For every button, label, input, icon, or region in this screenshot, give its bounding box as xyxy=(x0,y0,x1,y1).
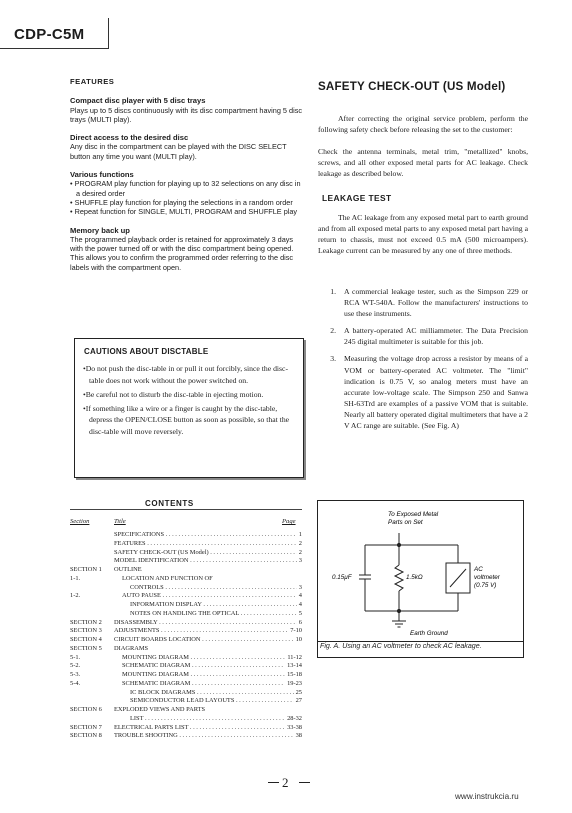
contents-row-page: 1 xyxy=(298,531,302,538)
contents-row-title: MOUNTING DIAGRAM . . . xyxy=(122,654,285,663)
label-meter-value: (0.75 V) xyxy=(474,582,497,589)
contents-row xyxy=(70,636,302,645)
contents-row-page: 15-18 xyxy=(287,671,302,678)
meter-needle xyxy=(450,569,466,587)
method-number: 1. xyxy=(330,287,336,296)
page-number: 2 xyxy=(282,775,289,790)
contents-row-section: SECTION 4 xyxy=(70,636,102,643)
contents-row-section xyxy=(70,584,130,593)
contents-row-page: 25 xyxy=(295,688,302,696)
contents-row-page: 10 xyxy=(295,636,302,643)
model-name: CDP-C5M xyxy=(14,26,85,43)
contents-row xyxy=(70,689,302,698)
method-item xyxy=(318,353,528,431)
contents-row-page xyxy=(300,706,302,715)
contents-row-section: SECTION 5 xyxy=(70,644,102,652)
contents-table xyxy=(70,531,302,741)
leakage-circuit-diagram xyxy=(318,501,523,641)
features-title: FEATURES xyxy=(70,77,115,86)
contents-rule xyxy=(70,509,302,510)
contents-row-section: 1-2. xyxy=(70,592,81,600)
contents-row-title: SEMICONDUCTOR LEAD LAYOUTS . . . xyxy=(130,697,294,706)
label-exposed-metal: To Exposed Metal xyxy=(388,511,439,518)
method-number: 3. xyxy=(330,354,336,364)
contents-row xyxy=(70,724,302,733)
method-text: A battery-operated AC milliammeter. The Data Precision 245 digital multimeter is suitable for this job. xyxy=(344,326,528,347)
contents-row xyxy=(70,575,302,584)
contents-row-page xyxy=(300,645,302,654)
contents-row-title: OUTLINE xyxy=(114,566,142,573)
contents-row-title: INFORMATION DISPLAY . . . xyxy=(130,601,297,610)
contents-row xyxy=(70,645,302,654)
contents-row-page: 7-10 xyxy=(290,627,302,635)
safety-title: SAFETY CHECK-OUT (US Model) xyxy=(318,80,506,93)
contents-row-page: 38 xyxy=(295,732,302,740)
contents-row-page xyxy=(300,566,302,575)
contents-row-section xyxy=(70,610,130,619)
contents-row-title: SCHEMATIC DIAGRAM . . . xyxy=(122,680,285,689)
contents-col-page: Page xyxy=(282,518,296,525)
contents-row-title: SCHEMATIC DIAGRAM . . . xyxy=(122,662,285,671)
contents-row-title: ADJUSTMENTS . . . xyxy=(114,627,288,636)
contents-row-page xyxy=(300,575,302,584)
contents-row-section: 5-2. xyxy=(70,662,81,670)
contents-row xyxy=(70,531,302,540)
contents-row xyxy=(70,619,302,628)
contents-row xyxy=(70,732,302,741)
contents-row-section: SECTION 1 xyxy=(70,566,102,573)
contents-row xyxy=(70,662,302,671)
contents-row-section: SECTION 3 xyxy=(70,627,102,635)
contents-row-title: SAFETY CHECK-OUT (US Model) . . . xyxy=(114,549,297,558)
contents-row xyxy=(70,715,302,724)
contents-row-section: SECTION 7 xyxy=(70,723,102,731)
contents-col-title: Title xyxy=(114,518,126,525)
contents-row xyxy=(70,566,302,575)
contents-row-section xyxy=(70,715,130,724)
contents-row-section xyxy=(70,549,114,558)
contents-row-title: FEATURES . . . xyxy=(114,540,297,549)
contents-row-title: ELECTRICAL PARTS LIST . . . xyxy=(114,724,285,733)
contents-row-page: 13-14 xyxy=(287,662,302,670)
contents-row-page: 3 xyxy=(298,583,302,591)
header-divider xyxy=(108,18,109,49)
feature-text: Any disc in the compartment can be played with the DISC SELECT button any time you want (MULTI play). xyxy=(70,142,287,161)
caution-item: •If something like a wire or a finger is caught by the disc-table, depress the OPEN/CLOSE button as soon as possible, so that the disc-table will move reversely. xyxy=(83,404,290,436)
contents-row xyxy=(70,680,302,689)
contents-row-section: 5-1. xyxy=(70,653,81,661)
contents-row-page: 33-38 xyxy=(287,723,302,731)
figure-a xyxy=(317,500,524,658)
contents-row xyxy=(70,671,302,680)
contents-row-title: MOUNTING DIAGRAM . . . xyxy=(122,671,285,680)
label-capacitor: 0.15μF xyxy=(332,574,352,581)
feature-text: The programmed playback order is retained for approximately 3 days with the power turned off or with the disc compartment being opened. This allows you to confirm the programmed order referring to the disc labels with the compartment open. xyxy=(70,234,294,272)
contents-row-title: TROUBLE SHOOTING . . . xyxy=(114,732,294,741)
safety-intro: After correcting the original service problem, perform the following safety check before releasing the set to the customer: xyxy=(318,114,528,135)
methods-list xyxy=(318,286,528,437)
contents-row-page: 5 xyxy=(298,609,302,617)
contents-row-section xyxy=(70,540,114,549)
contents-row xyxy=(70,627,302,636)
contents-row-title: AUTO PAUSE . . . xyxy=(122,592,297,601)
feature-heading: Compact disc player with 5 disc trays xyxy=(70,96,206,106)
contents-row xyxy=(70,601,302,610)
label-resistor: 1.5kΩ xyxy=(406,574,423,581)
contents-row xyxy=(70,540,302,549)
contents-row xyxy=(70,610,302,619)
cautions-title: CAUTIONS ABOUT DISCTABLE xyxy=(84,347,209,356)
leakage-title: LEAKAGE TEST xyxy=(322,193,392,203)
contents-row-title: CIRCUIT BOARDS LOCATION . . . xyxy=(114,636,294,645)
label-earth-ground: Earth Ground xyxy=(410,630,448,637)
page-number-dash xyxy=(268,782,279,783)
contents-row-section: 5-3. xyxy=(70,671,81,678)
contents-row-title: CONTROLS . . . xyxy=(130,584,297,593)
feature-bullet: • Repeat function for SINGLE, MULTI, PROGRAM and SHUFFLE play xyxy=(70,207,298,217)
contents-row-title: SPECIFICATIONS . . . xyxy=(114,531,297,540)
feature-heading: Direct access to the desired disc xyxy=(70,133,189,143)
contents-row-page: 19-23 xyxy=(287,679,302,687)
caution-item: •Be careful not to disturb the disc-table in ejecting motion. xyxy=(83,389,264,399)
feature-bullet: • SHUFFLE play function for playing the selections in a random order xyxy=(70,197,293,207)
resistor xyxy=(395,565,403,591)
contents-row-title: LIST . . . xyxy=(130,715,285,724)
contents-row-page: 27 xyxy=(295,697,302,705)
contents-row-page: 4 xyxy=(298,592,302,600)
caution-item: •Do not push the disc-table in or pull it out forcibly, since the disc-table does not work without the power switched on. xyxy=(83,364,289,385)
feature-bullet: • PROGRAM play function for playing up to 32 selections on any disc in a desired order xyxy=(70,179,301,198)
method-number: 2. xyxy=(330,326,336,336)
label-meter-voltmeter: voltmeter xyxy=(474,574,500,581)
contents-row-title: EXPLODED VIEWS AND PARTS xyxy=(114,706,206,713)
cautions-box xyxy=(74,338,304,478)
contents-row-section: 1-1. xyxy=(70,574,81,582)
contents-row-section: 5-4. xyxy=(70,679,81,687)
contents-row-section: SECTION 2 xyxy=(70,618,102,626)
contents-row-title: DIAGRAMS xyxy=(114,644,149,652)
safety-check: Check the antenna terminals, metal trim, "metallized" knobs, screws, and all other exposed metal parts for AC leakage. Check leakage as described below. xyxy=(318,147,528,179)
contents-col-section: Section xyxy=(70,518,90,525)
contents-row-title: DISASSEMBLY . . . xyxy=(114,619,297,628)
contents-row-title: NOTES ON HANDLING THE OPTICAL . . . xyxy=(130,610,297,619)
label-parts-on-set: Parts on Set xyxy=(388,519,423,526)
contents-row-section xyxy=(70,531,114,540)
figure-caption: Fig. A. Using an AC voltmeter to check AC leakage. xyxy=(320,642,482,650)
contents-row xyxy=(70,706,302,715)
contents-row-page: 2 xyxy=(298,548,302,556)
contents-row-section: SECTION 6 xyxy=(70,706,102,713)
feature-heading: Memory back up xyxy=(70,225,130,235)
contents-title: CONTENTS xyxy=(145,499,194,508)
contents-row xyxy=(70,557,302,566)
header-rule xyxy=(0,48,108,49)
feature-heading: Various functions xyxy=(70,170,134,180)
method-item xyxy=(318,325,528,347)
contents-row-section xyxy=(70,697,130,706)
contents-row xyxy=(70,697,302,706)
contents-row-page: 6 xyxy=(298,618,302,626)
contents-row-title: IC BLOCK DIAGRAMS . . . xyxy=(130,689,294,698)
contents-row-page: 28-32 xyxy=(287,714,302,722)
method-text: A commercial leakage tester, such as the Simpson 229 or RCA WT-540A. Follow the manufacturers' instructions to use these instruments. xyxy=(344,287,528,319)
contents-row-section xyxy=(70,689,130,698)
contents-row-page: 3 xyxy=(298,557,302,565)
contents-row-title: MODEL IDENTIFICATION . . . xyxy=(114,557,297,566)
label-meter-ac: AC xyxy=(474,566,483,573)
leakage-body: The AC leakage from any exposed metal part to earth ground and from all exposed metal parts to any exposed metal part having a return to chassis, must not exceed 0.5 mA (500 microampers). Leakage current can be measured by any one of three methods. xyxy=(318,213,528,256)
contents-row-section: SECTION 8 xyxy=(70,732,102,740)
features-section xyxy=(70,77,304,272)
method-text: Measuring the voltage drop across a resistor by means of a VOM or battery-operated AC voltmeter. The "limit" indication is 0.75 V, so analog meters must have an accurate low-voltage scale. The Simpson 250 and Sanwa SH-63Trd are examples of a passive VOM that is suitable. Nearly all battery operated digital multimeters that have a 2 V AC range are suitable. (See Fig. A) xyxy=(344,354,528,431)
contents-row-page: 4 xyxy=(298,601,302,608)
contents-row-page: 11-12 xyxy=(287,653,302,661)
contents-row-section xyxy=(70,557,114,566)
feature-text: Plays up to 5 discs continuously with its disc compartment having 5 disc trays (MULTI play). xyxy=(70,105,302,124)
method-item xyxy=(318,286,528,319)
contents-row-section xyxy=(70,601,130,610)
contents-row xyxy=(70,654,302,663)
contents-row xyxy=(70,549,302,558)
contents-row xyxy=(70,592,302,601)
page-number-dash xyxy=(299,782,310,783)
footer-site: www.instrukcia.ru xyxy=(455,792,519,801)
contents-row xyxy=(70,584,302,593)
contents-row-page: 2 xyxy=(298,539,302,547)
contents-row-title: LOCATION AND FUNCTION OF xyxy=(122,574,213,582)
